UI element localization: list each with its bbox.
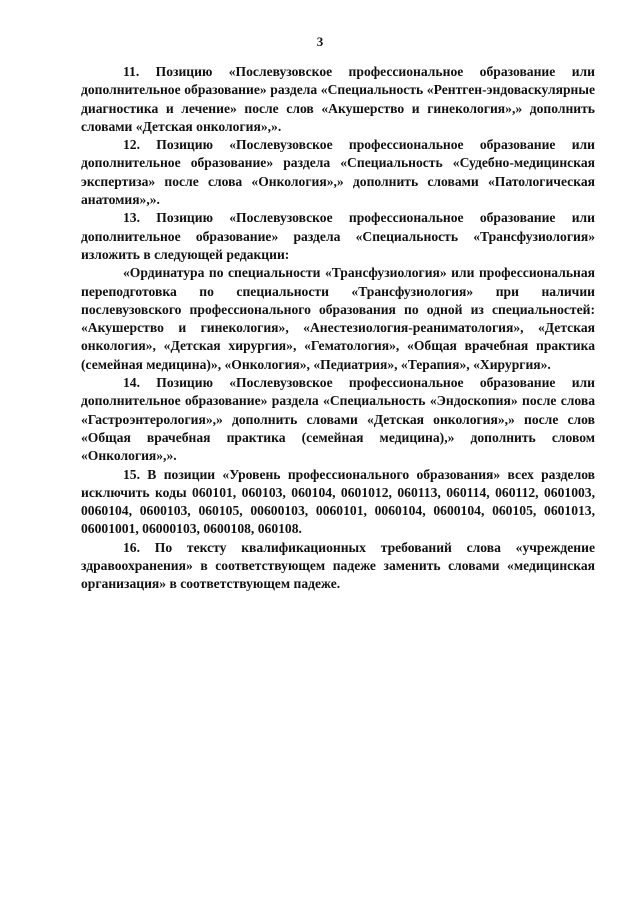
paragraph-11: 11. Позицию «Послевузовское профессиональное образование или дополнительное образование» раздела «Специальность «Рентген-эндоваскулярные диагностика и лечение» после слов «Акушерство и гинекология»,» дополнить словами «Детская онкология»,». xyxy=(81,64,595,134)
paragraph-13-quote: «Ординатура по специальности «Трансфузиология» или профессиональная переподготовка по специальности «Трансфузиология» при наличии послевузовского профессионального образования по одной из специальностей: «Акушерство и гинекология», «Анестезиология-реаниматология», «Детская онкология», «Детская хирургия», «Гематология», «Общая врачебная практика (семейная медицина)», «Онкология», «Педиатрия», «Терапия», «Хирургия». xyxy=(81,265,595,372)
paragraph-16: 16. По тексту квалификационных требований слова «учреждение здравоохранения» в соответствующем падеже заменить словами «медицинская организация» в соответствующем падеже. xyxy=(81,539,595,592)
page-number: 3 xyxy=(316,34,324,49)
paragraph-15: 15. В позиции «Уровень профессионального образования» всех разделов исключить коды 060101, 060103, 060104, 0601012, 060113, 060114, 060112, 0601003, 0060104, 0600103, 060105, 00600103, 0060101, 0060104, 0600104, 060105, 0601013, 06001001, 06000103, 0600108, 060108. xyxy=(81,466,595,537)
document-body xyxy=(81,63,595,594)
paragraph-13: 13. Позицию «Послевузовское профессиональное образование или дополнительное образование» раздела «Специальность «Трансфузиология» изложить в следующей редакции: xyxy=(81,210,595,262)
paragraph-12: 12. Позицию «Послевузовское профессиональное образование или дополнительное образование» раздела «Специальность «Судебно-медицинская экспертиза» после слова «Онкология»,» дополнить словами «Патологическая анатомия»,». xyxy=(81,137,595,208)
paragraph-14: 14. Позицию «Послевузовское профессиональное образование или дополнительное образование» раздела «Специальность «Эндоскопия» после слова «Гастроэнтерология»,» дополнить словами «Детская онкология»,» после слов «Общая врачебная практика (семейная медицина),» дополнить словом «Онкология»,». xyxy=(81,375,595,464)
